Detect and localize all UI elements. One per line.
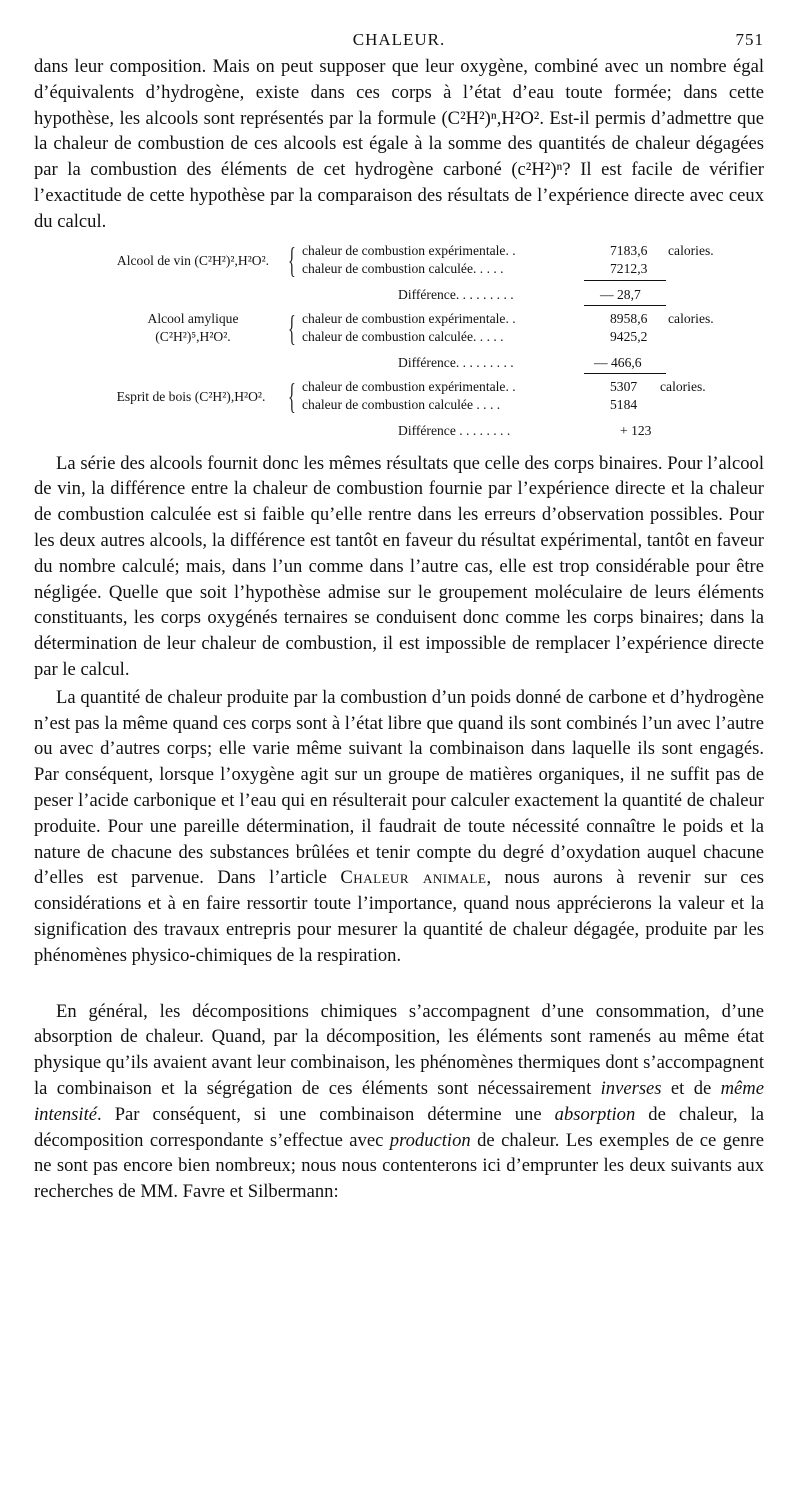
paragraph-alcools-results: La série des alcools fournit donc les mêmes résultats que celle des corps binaires. Pour l’alcool de vin, la différence entre la chaleur de combustion fournie par l’expérience directe et la chaleur de combustion calculée est si faible qu’elle rentre dans les erreurs d’observation possibles. Pour les deux autres alcools, la différence est tantôt en faveur du résultat expérimental, tantôt en faveur du nombre calculé; mais, dans l’un comme dans l’autre cas, elle est trop considérable pour être négligée. Quelle que soit l’hypothèse admise sur le groupement moléculaire de leurs éléments constituants, les corps oxygénés ternaires se conduisent donc comme les corps binaires; dans la détermination de leur chaleur de combustion, il est impossible de remplacer l’expérience directe par le calcul. [34, 452, 764, 680]
para3-text: , nous aurons à revenir sur ces considérations et à en faire ressortir toute l’importance, quand nous apprécierons la valeur et la signification des travaux entrepris pour mesurer la quantité de chaleur dégagée, produite par les phénomènes physico-chimiques de la respiration. [34, 867, 765, 966]
page [34, 30, 764, 1205]
brace: { [288, 239, 296, 280]
rule [584, 305, 666, 306]
exp-label: chaleur de combustion expérimentale. . [302, 310, 516, 326]
exp-label: chaleur de combustion expérimentale. . [302, 378, 516, 394]
calc-value: 7212,3 [610, 260, 648, 276]
calc-label: chaleur de combustion calculée . . . . [302, 396, 501, 412]
para3-text: La quantité de chaleur produite par la combustion d’un poids donné de carbone et d’hydrogène n’est pas la même quand ces corps sont à l’état libre que quand ils sont combinés l’un avec l’autre ou avec d’autres corps; elle varie même suivant la combinaison dans laquelle ils sont engagés. Par conséquent, lorsque l’oxygène agit sur un groupe de matières organiques, il ne suffit pas de peser l’acide carbonique et l’eau qui en résulterait pour calculer exactement la quantité de chaleur produite. Pour une pareille détermination, il faudrait de toute nécessité connaître le poids et la nature de chacune des substances brûlées et tenir compte du degré d’oxydation auquel chacune d’elles est parvenue. Dans l’article [34, 686, 764, 889]
emphasis: même intensité [34, 1077, 764, 1125]
rule [584, 373, 666, 374]
paragraph-alcools-formula: dans leur composition. Mais on peut supposer que leur oxygène, combiné avec un nombre égal d’équivalents d’hydrogène, existe dans ces corps à l’état d’eau toute formée; dans cette hypothèse, les alcools sont représentés par la formule (C²H²)ⁿ,H²O². Est-il permis d’admettre que la chaleur de combustion de ces alcools est égale à la somme des quantités de chaleur dégagées par la combustion des éléments de cet hydrogène carboné (c²H²)ⁿ? Il est facile de vérifier l’exactitude de cette hypothèse par la comparaison des résultats de l’expérience directe avec ceux du calcul. [34, 56, 764, 232]
para4-text: . Par conséquent, si une combinaison détermine une [97, 1103, 555, 1125]
exp-value: 5307 [610, 378, 638, 394]
emphasis: production [389, 1129, 471, 1151]
rule [584, 280, 666, 281]
combustion-table [34, 239, 764, 440]
diff-label: Différence. . . . . . . . . [398, 286, 514, 302]
emphasis: inverses [600, 1077, 662, 1099]
calc-value: 9425,2 [610, 328, 648, 344]
diff-label: Différence . . . . . . . . [398, 422, 511, 438]
exp-value: 8958,6 [610, 310, 648, 326]
para4-text: et de [661, 1077, 721, 1099]
calc-label: chaleur de combustion calculée. . . . . [302, 328, 504, 344]
diff-value: — 466,6 [594, 354, 642, 370]
row-label: Alcool amylique [147, 310, 239, 326]
calc-value: 5184 [610, 396, 638, 412]
page-number: 751 [735, 30, 764, 49]
exp-value: 7183,6 [610, 242, 648, 258]
row-label: Esprit de bois (C²H²),H²O². [116, 388, 266, 404]
unit: calories. [668, 242, 714, 258]
diff-label: Différence. . . . . . . . . [398, 354, 514, 370]
emphasis: absorption [554, 1103, 636, 1125]
para4-text: de chaleur. Les exemples de ce genre ne sont pas encore bien nombreux; nous nous contenterons ici d’emprunter les deux suivants aux recherches de MM. Favre et Silbermann: [34, 1129, 764, 1203]
diff-value: + 123 [620, 422, 652, 438]
running-header [34, 30, 764, 54]
running-title: CHALEUR. [352, 30, 446, 49]
unit: calories. [660, 378, 706, 394]
exp-label: chaleur de combustion expérimentale. . [302, 242, 516, 258]
paragraph-decompositions [34, 999, 764, 1205]
row-label: Alcool de vin (C²H²)²,H²O². [116, 252, 270, 268]
para4-text: de chaleur, la décomposition correspondante s’effectue avec [34, 1103, 765, 1151]
calc-label: chaleur de combustion calculée. . . . . [302, 260, 504, 276]
diff-value: — 28,7 [600, 286, 641, 302]
brace: { [288, 375, 296, 416]
para4-text: En général, les décompositions chimiques s’accompagnent d’une consommation, d’une absorption de chaleur. Quand, par la décomposition, les éléments sont ramenés au même état physique qu’ils avaient avant leur combinaison, les phénomènes thermiques dont s’accompagnent la combinaison et la ségrégation de ces éléments sont nécessairement [34, 1000, 764, 1099]
unit: calories. [668, 310, 714, 326]
brace: { [288, 307, 296, 348]
row-label-formula: (C²H²)⁵,H²O². [155, 328, 231, 344]
article-reference: Chaleur animale [340, 867, 487, 889]
paragraph-combustion-carbon [34, 685, 764, 969]
